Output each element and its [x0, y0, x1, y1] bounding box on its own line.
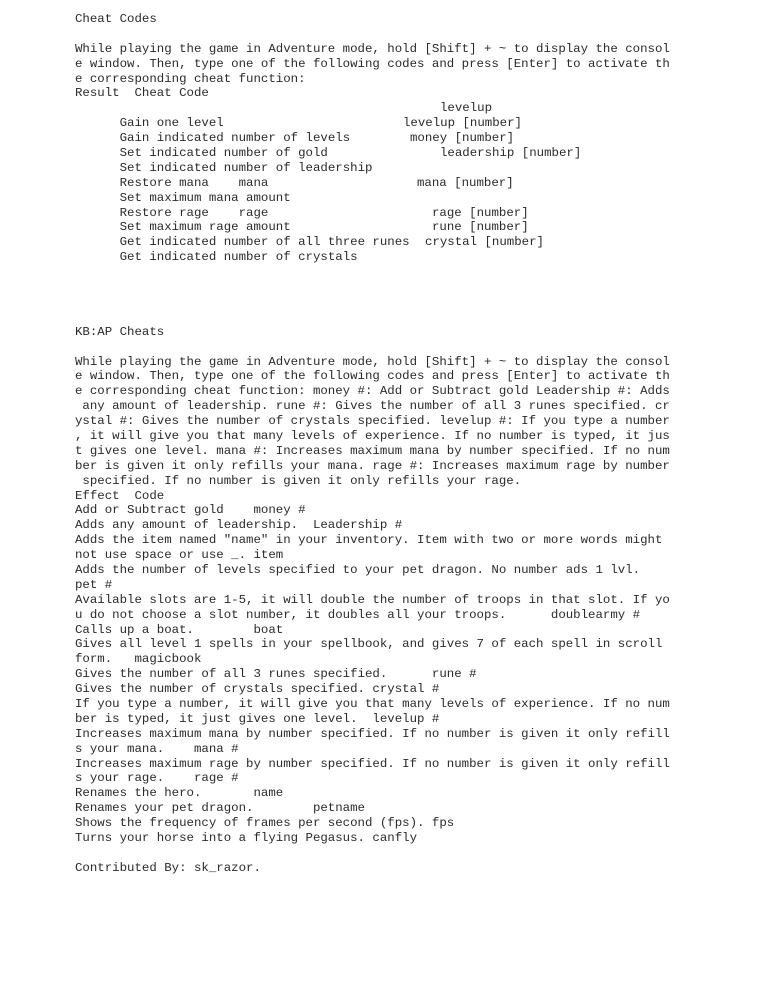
effect-entry: Shows the frequency of frames per second (fps). fps — [75, 816, 455, 831]
cheat-result: Gain one level — [119, 116, 224, 131]
intro-line: While playing the game in Adventure mode, hold [Shift] + ~ to display the consol — [75, 354, 670, 369]
effect-entry: Gives the number of crystals specified. crystal # — [75, 682, 440, 697]
effect-entry: Increases maximum mana by number specified. If no number is given it only refill — [75, 726, 670, 741]
effect-entry: Gives all level 1 spells in your spellbook, and gives 7 of each spell in scroll — [75, 637, 663, 652]
cheat-table-header: Result Cheat Code — [75, 86, 209, 101]
effect-entry: Adds the item named "name" in your inventory. Item with two or more words might — [75, 533, 663, 548]
cheat-code: money [number] — [410, 131, 515, 146]
effect-entry: Adds any amount of leadership. Leadership # — [75, 518, 403, 533]
section2-intro — [75, 355, 695, 489]
section-title-kbap-cheats: KB:AP Cheats — [75, 324, 165, 339]
section1-intro — [75, 42, 695, 87]
cheat-result: Restore rage rage — [119, 205, 269, 220]
cheat-result: Set maximum rage amount — [119, 220, 291, 235]
cheat-code: crystal [number] — [425, 235, 544, 250]
effect-entry: form. magicbook — [75, 652, 202, 667]
intro-line: specified. If no number is given it only refills your rage. — [75, 473, 522, 488]
intro-line: e window. Then, type one of the following codes and press [Enter] to activate th — [75, 56, 670, 71]
effect-entry: Available slots are 1-5, it will double the number of troops in that slot. If yo — [75, 592, 670, 607]
cheat-row — [75, 146, 695, 175]
effect-entry: Adds the number of levels specified to your pet dragon. No number ads 1 lvl. — [75, 562, 641, 577]
cheat-row — [75, 175, 695, 205]
cheat-result: Gain indicated number of levels — [119, 131, 351, 146]
intro-line: any amount of leadership. rune #: Gives the number of all 3 runes specified. cr — [75, 399, 670, 414]
effect-entry: Turns your horse into a flying Pegasus. canfly — [75, 831, 418, 846]
cheat-code: mana [number] — [417, 175, 514, 190]
cheat-result: Set indicated number of gold — [119, 146, 328, 161]
cheat-code: rune [number] — [432, 220, 529, 235]
effect-entry: s your rage. rage # — [75, 771, 239, 786]
effect-table-header: Effect Code — [75, 488, 165, 503]
effect-entry: Increases maximum rage by number specified. If no number is given it only refill — [75, 756, 670, 771]
effect-entry: If you type a number, it will give you that many levels of experience. If no num — [75, 697, 670, 711]
effect-entry: Gives the number of all 3 runes specified. rune # — [75, 667, 477, 682]
effect-list — [75, 503, 695, 845]
cheat-table — [75, 101, 695, 265]
cheat-result: Restore mana mana — [119, 175, 269, 190]
effect-entry: pet # — [75, 577, 113, 592]
intro-line: , it will give you that many levels of experience. If no number is typed, it jus — [75, 428, 670, 443]
intro-line: ystal #: Gives the number of crystals specified. levelup #: If you type a number — [75, 414, 670, 429]
effect-entry: Renames the hero. name — [75, 786, 284, 801]
cheat-result: Get indicated number of all three runes — [119, 235, 410, 250]
cheat-result: Set maximum mana amount — [119, 190, 291, 205]
intro-line: ber is given it only refills your mana. rage #: Increases maximum rage by number — [75, 458, 670, 473]
intro-line: e corresponding cheat function: — [75, 71, 306, 86]
cheat-code: rage [number] — [432, 205, 529, 220]
contributed-by: Contributed By: sk_razor. — [75, 860, 261, 875]
cheat-row — [75, 235, 695, 265]
effect-entry: Calls up a boat. boat — [75, 622, 284, 637]
intro-line: e corresponding cheat function: money #: Add or Subtract gold Leadership #: Adds — [75, 384, 670, 399]
cheat-code: levelup [number] — [403, 116, 522, 131]
document-page — [75, 12, 695, 876]
effect-entry: u do not choose a slot number, it doubles all your troops. doublearmy # — [75, 607, 641, 622]
effect-entry: ber is typed, it just gives one level. levelup # — [75, 711, 440, 726]
effect-entry: Add or Subtract gold money # — [75, 503, 306, 518]
cheat-code: levelup — [440, 101, 493, 116]
section-title-cheat-codes: Cheat Codes — [75, 12, 157, 26]
effect-entry: not use space or use _. item — [75, 548, 284, 563]
cheat-code: leadership [number] — [440, 146, 582, 161]
intro-line: While playing the game in Adventure mode, hold [Shift] + ~ to display the consol — [75, 41, 670, 56]
cheat-result: Get indicated number of crystals — [119, 250, 358, 265]
cheat-result: Set indicated number of leadership — [119, 160, 373, 175]
effect-entry: Renames your pet dragon. petname — [75, 801, 365, 816]
intro-line: e window. Then, type one of the following codes and press [Enter] to activate th — [75, 369, 670, 384]
intro-line: t gives one level. mana #: Increases maximum mana by number specified. If no num — [75, 443, 670, 458]
effect-entry: s your mana. mana # — [75, 741, 239, 756]
